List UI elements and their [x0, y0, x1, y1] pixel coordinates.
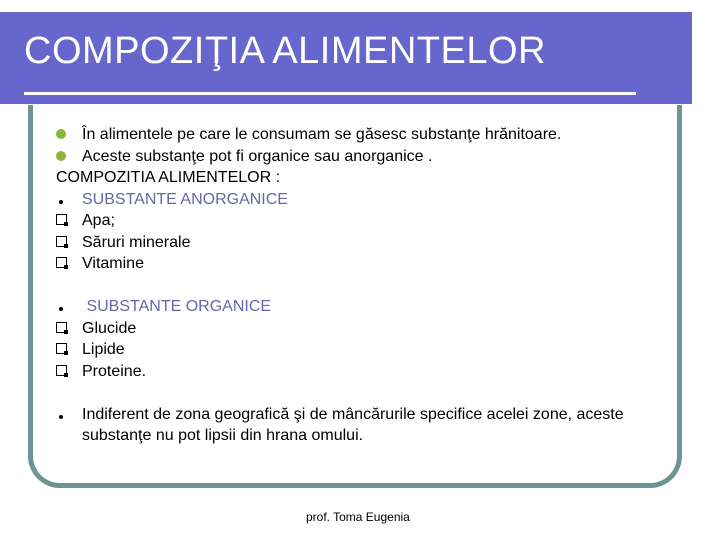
section-heading: COMPOZITIA ALIMENTELOR : [56, 169, 281, 186]
list-item: Glucide [56, 318, 696, 340]
list-item: Vitamine [56, 253, 696, 275]
slide-title: COMPOZIŢIA ALIMENTELOR [24, 30, 546, 72]
list-item: Proteine. [56, 361, 696, 383]
slide-body [56, 124, 696, 447]
bullet-dot-icon [59, 200, 63, 204]
list-item: Apa; [56, 210, 696, 232]
square-bullet-icon [56, 343, 67, 354]
square-bullet-icon [56, 214, 67, 225]
bullet-dot-icon [59, 307, 63, 311]
green-dot-bullet-icon [56, 151, 66, 161]
footer-author: prof. Toma Eugenia [306, 510, 410, 524]
square-bullet-icon [56, 365, 67, 376]
list-item: În alimentele pe care le consumam se găsesc substanţe hrănitoare. [56, 124, 696, 146]
list-item: Indiferent de zona geografică şi de mâncărurile specifice acelei zone, aceste substanţe nu pot lipsii din hrana omului. [56, 404, 642, 447]
square-bullet-icon [56, 257, 67, 268]
list-item: Aceste substanţe pot fi organice sau anorganice . [56, 146, 696, 168]
list-item: SUBSTANTE ANORGANICE [56, 189, 696, 211]
square-bullet-icon [56, 322, 67, 333]
title-underline [24, 92, 636, 95]
square-bullet-icon [56, 236, 67, 247]
list-item: Lipide [56, 339, 696, 361]
bullet-dot-icon [59, 415, 63, 419]
list-item: Săruri minerale [56, 232, 696, 254]
green-dot-bullet-icon [56, 129, 66, 139]
list-item: SUBSTANTE ORGANICE [56, 296, 696, 318]
